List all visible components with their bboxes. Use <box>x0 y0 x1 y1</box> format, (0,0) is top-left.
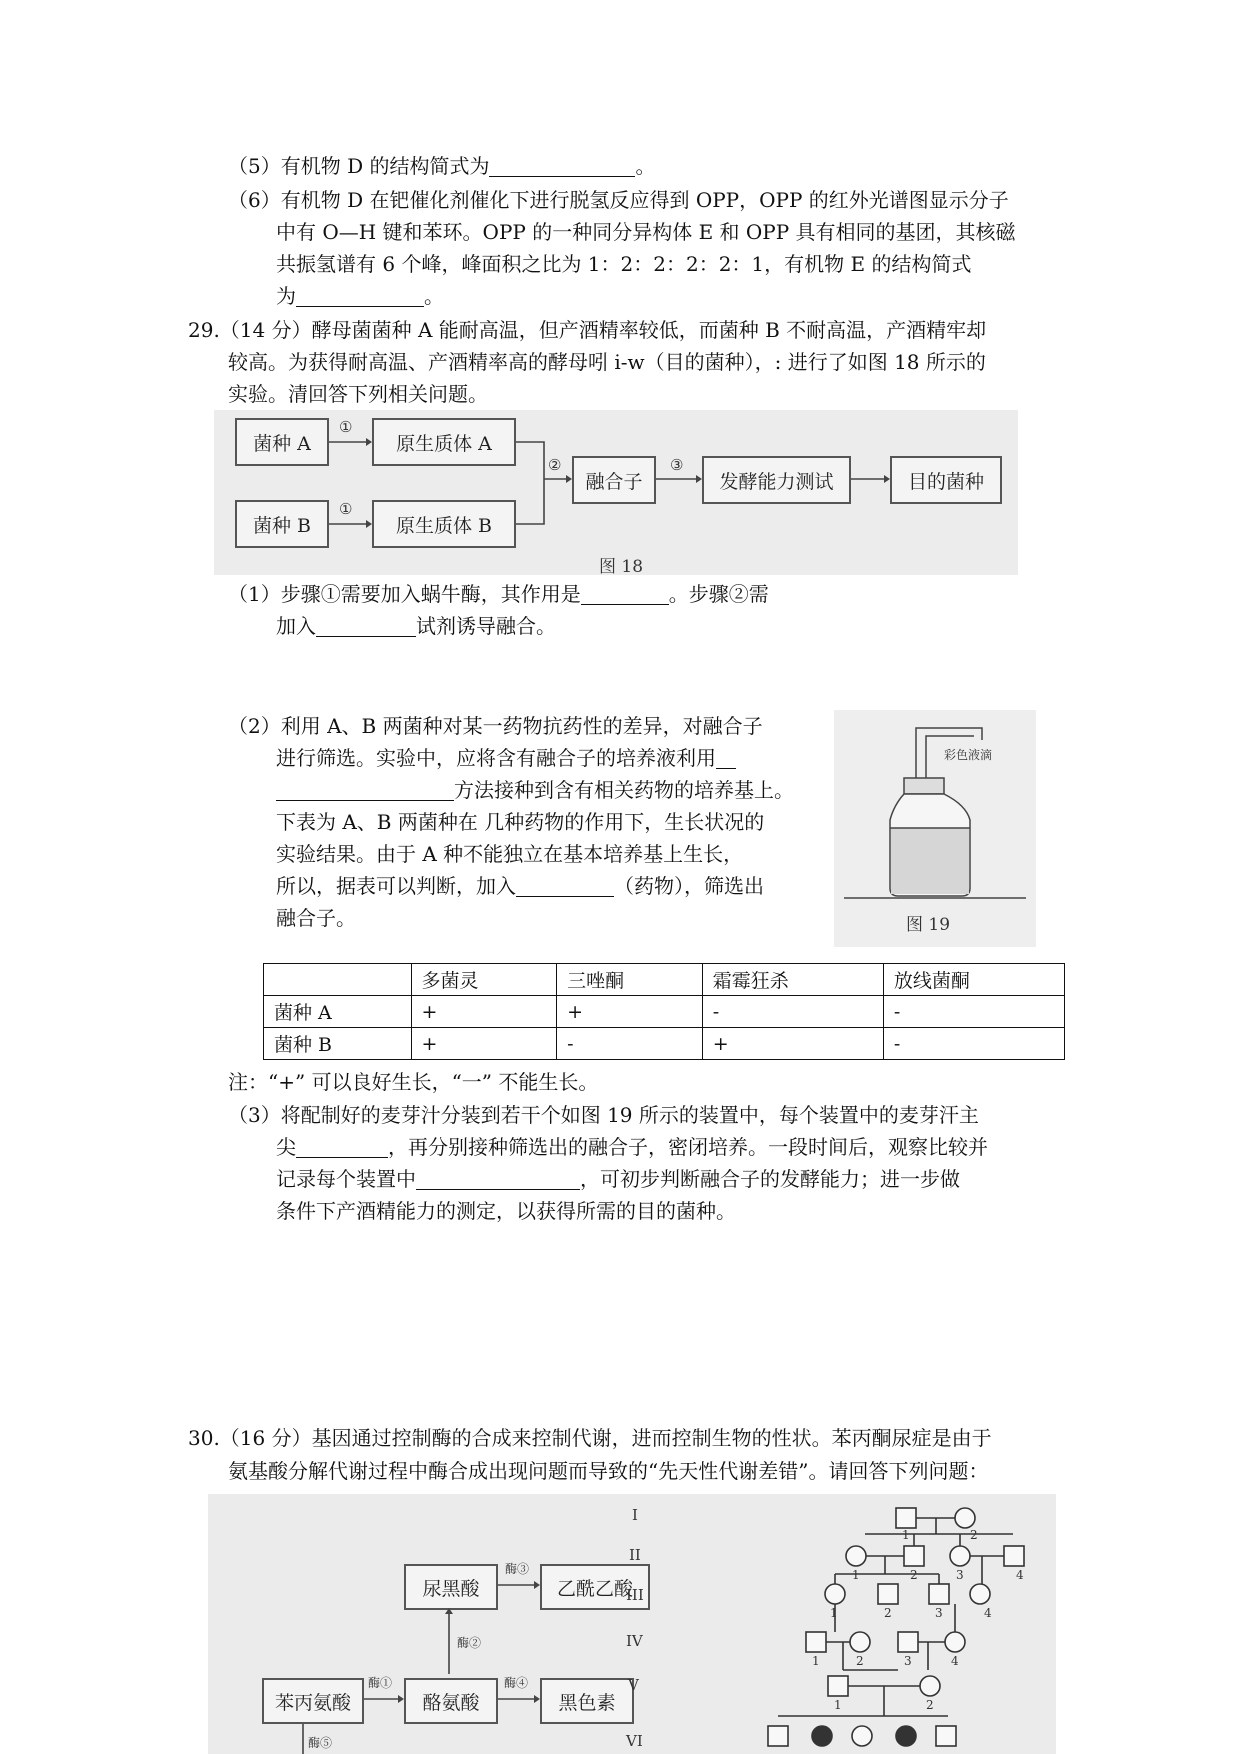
enzyme1-label: 酶① <box>368 1676 393 1690</box>
enzyme3-label: 酶③ <box>505 1562 530 1576</box>
table-header-cell: 多菌灵 <box>411 964 557 996</box>
pedigree-number: 2 <box>970 1528 978 1542</box>
q28-part5: （5）有机物 D 的结构简式为 。 <box>228 154 656 178</box>
table-header-cell: 霜霉狂杀 <box>702 964 883 996</box>
pathway-and-pedigree-lines <box>208 1494 1056 1754</box>
step1-label: ① <box>339 500 353 518</box>
figure-18-caption: 图 18 <box>599 557 644 577</box>
q29-part3-line2: 尖 ，再分别接种筛选出的融合子，密闭培养。一段时间后，观察比较并 <box>276 1135 988 1159</box>
pedigree-number: 3 <box>956 1568 964 1582</box>
table-note: 注：“+” 可以良好生长，“一” 不能生长。 <box>228 1070 599 1094</box>
answer-blank[interactable] <box>581 584 669 605</box>
q29-part2-line7: 融合子。 <box>276 906 356 930</box>
table-row <box>264 996 1065 1028</box>
pedigree-number: 3 <box>935 1606 943 1620</box>
table-cell: - <box>883 996 1064 1028</box>
answer-blank[interactable] <box>296 286 424 307</box>
pedigree-number: 1 <box>812 1654 820 1668</box>
target-strain-box: 目的菌种 <box>890 456 1002 504</box>
pedigree-number: 1 <box>834 1698 842 1712</box>
table-header-cell: 三唑酮 <box>557 964 703 996</box>
generation-label: III <box>626 1586 644 1604</box>
pedigree-number: 1 <box>830 1606 838 1620</box>
q28-part6-line2: 中有 O—H 键和苯环。OPP 的一种同分异构体 E 和 OPP 具有相同的基团，其核磁 <box>276 220 1016 244</box>
pedigree-number: 2 <box>910 1568 918 1582</box>
table-cell: - <box>557 1028 703 1060</box>
table-row <box>264 1028 1065 1060</box>
q29-stem-line3: 实验。清回答下列相关问题。 <box>228 382 488 406</box>
answer-blank[interactable] <box>316 616 416 637</box>
answer-blank[interactable] <box>296 1137 388 1158</box>
generation-label: IV <box>626 1632 643 1650</box>
q29-part3-line4: 条件下产酒精能力的测定，以获得所需的目的菌种。 <box>276 1199 736 1223</box>
figure-19-caption: 图 19 <box>906 915 951 935</box>
table-cell: + <box>411 1028 557 1060</box>
q29-part1-line2: 加入 试剂诱导融合。 <box>276 614 556 638</box>
answer-blank[interactable] <box>489 156 635 177</box>
generation-label: I <box>632 1506 638 1524</box>
q28-part6-line4: 为 。 <box>276 284 444 308</box>
q29-stem-line1: 29.（14 分）酵母菌菌种 A 能耐高温，但产酒精率较低，而菌种 B 不耐高温，产酒精牢却 <box>188 318 987 342</box>
step2-label: ② <box>548 456 562 474</box>
answer-blank[interactable] <box>416 1169 580 1190</box>
table-cell: + <box>557 996 703 1028</box>
figure-18-arrows <box>214 410 1018 575</box>
answer-blank[interactable] <box>516 876 614 897</box>
answer-blank[interactable] <box>276 780 454 801</box>
pedigree-number: 2 <box>856 1654 864 1668</box>
figure-18 <box>214 410 1018 575</box>
table-cell: - <box>702 996 883 1028</box>
table-header-row <box>264 964 1065 996</box>
acetoacetic-acid-box: 乙酰乙酸 <box>540 1564 650 1610</box>
drug-resistance-table <box>263 963 1065 1060</box>
q28-part6-line1: （6）有机物 D 在钯催化剂催化下进行脱氢反应得到 OPP，OPP 的红外光谱图显示分子 <box>228 188 1009 212</box>
protoplast-a-box: 原生质体 A <box>372 418 516 466</box>
q29-stem-line2: 较高。为获得耐高温、产酒精率高的酵母吲 i-w（目的菌种），: 进行了如图 18 所示的 <box>228 350 986 374</box>
table-cell: + <box>702 1028 883 1060</box>
q29-part3-line3: 记录每个装置中 ，可初步判断融合子的发酵能力；进一步做 <box>276 1167 960 1191</box>
q28-part6-line3: 共振氢谱有 6 个峰，峰面积之比为 1：2：2：2：2：1，有机物 E 的结构简式 <box>276 252 972 276</box>
fermentation-test-box: 发酵能力测试 <box>702 456 851 504</box>
q29-part2-line3: 方法接种到含有相关药物的培养基上。 <box>276 776 794 804</box>
q30-stem-line2: 氨基酸分解代谢过程中酶合成出现问题而导致的“先天性代谢差错”。请回答下列问题： <box>228 1459 989 1483</box>
pedigree-number: 4 <box>984 1606 992 1620</box>
enzyme2-label: 酶② <box>457 1636 482 1650</box>
q29-part1-line1: （1）步骤①需要加入蜗牛酶，其作用是 。步骤②需 <box>228 582 769 606</box>
protoplast-b-box: 原生质体 B <box>372 500 516 548</box>
step1-label: ① <box>339 418 353 436</box>
q29-part2-line2: 进行筛选。实验中，应将含有融合子的培养液利用 <box>276 744 736 772</box>
metabolism-pedigree-figure <box>208 1494 1056 1754</box>
table-cell: - <box>883 1028 1064 1060</box>
figure-19 <box>834 710 1036 947</box>
q29-part2-line1: （2）利用 A、B 两菌种对某一药物抗药性的差异，对融合子 <box>228 714 763 738</box>
phenylalanine-box: 苯丙氨酸 <box>262 1678 364 1724</box>
q30-stem-line1: 30.（16 分）基因通过控制酶的合成来控制代谢，进而控制生物的性状。苯丙酮尿症是由于 <box>188 1426 992 1450</box>
q29-part2-line5: 实验结果。由于 A 种不能独立在基本培养基上生长， <box>276 842 744 866</box>
homogentisic-acid-box: 尿黑酸 <box>404 1564 498 1610</box>
pedigree-number: 1 <box>902 1528 910 1542</box>
pedigree-number: 2 <box>884 1606 892 1620</box>
table-header-cell <box>264 964 412 996</box>
pedigree-number: 4 <box>1016 1568 1024 1582</box>
generation-label: V <box>628 1676 639 1694</box>
table-header-cell: 放线菌酮 <box>883 964 1064 996</box>
tyrosine-box: 酪氨酸 <box>404 1678 498 1724</box>
q29-part2-line6: 所以，据表可以判断，加入 （药物），筛选出 <box>276 874 764 898</box>
q29-part3-line1: （3）将配制好的麦芽汁分装到若干个如图 19 所示的装置中，每个装置中的麦芽汗主 <box>228 1103 979 1127</box>
q29-part2-line4: 下表为 A、B 两菌种在 几种药物的作用下，生长状况的 <box>276 810 765 834</box>
answer-blank[interactable] <box>716 748 736 769</box>
step3-label: ③ <box>670 456 684 474</box>
melanin-box: 黑色素 <box>540 1678 634 1724</box>
pedigree-number: 2 <box>926 1698 934 1712</box>
colored-droplet-label: 彩色液滴 <box>944 748 993 762</box>
pedigree-number: 1 <box>852 1568 860 1582</box>
fusion-box: 融合子 <box>572 456 656 504</box>
generation-label: II <box>629 1546 641 1564</box>
enzyme4-label: 酶④ <box>504 1676 529 1690</box>
table-cell: + <box>411 996 557 1028</box>
strain-b-box: 菌种 B <box>235 500 329 548</box>
strain-a-box: 菌种 A <box>235 418 329 466</box>
generation-label: VI <box>626 1732 643 1750</box>
pedigree-number: 4 <box>951 1654 959 1668</box>
pedigree-number: 3 <box>904 1654 912 1668</box>
table-cell: 菌种 B <box>264 1028 412 1060</box>
enzyme5-label: 酶⑤ <box>308 1736 333 1750</box>
table-cell: 菌种 A <box>264 996 412 1028</box>
